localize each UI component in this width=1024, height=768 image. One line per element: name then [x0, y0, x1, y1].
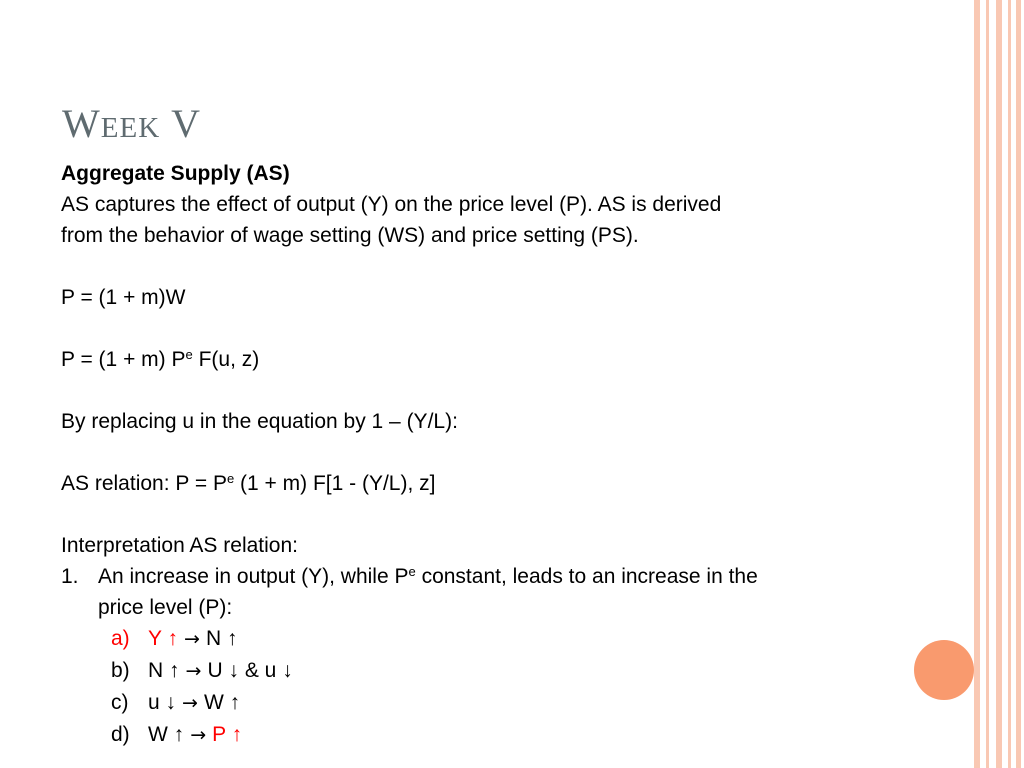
interpretation-heading: Interpretation AS relation:	[61, 534, 298, 557]
sub-item-cause: W ↑	[148, 723, 185, 746]
stripe	[1008, 0, 1011, 768]
right-arrow-icon: →	[176, 692, 205, 714]
decorative-circle	[914, 640, 974, 700]
equation-2	[61, 344, 921, 375]
title-number: V	[171, 101, 202, 146]
slide-body	[61, 158, 921, 751]
list-item-text: An increase in output (Y), while P	[98, 565, 409, 588]
stripe	[986, 0, 989, 768]
stripe	[996, 0, 1002, 768]
superscript: e	[226, 471, 235, 486]
sub-item-label: d)	[111, 723, 130, 746]
right-arrow-icon: →	[184, 724, 213, 746]
sub-item-label: b)	[111, 659, 130, 682]
sub-item-c	[61, 687, 921, 719]
intro-line-1: AS captures the effect of output (Y) on the price level (P). AS is derived	[61, 193, 722, 216]
right-arrow-icon: →	[177, 628, 206, 650]
equation-2-tail: F(u, z)	[192, 348, 260, 371]
sub-item-label: c)	[111, 691, 129, 714]
sub-item-b	[61, 655, 921, 687]
as-relation	[61, 468, 921, 499]
right-arrow-icon: →	[179, 660, 208, 682]
section-heading: Aggregate Supply (AS)	[61, 162, 290, 185]
sub-item-cause: N ↑	[148, 659, 180, 682]
equation-2-text: P = (1 + m) P	[61, 348, 186, 371]
sub-item-effect: W ↑	[204, 691, 241, 714]
slide-title	[62, 101, 202, 146]
list-number: 1.	[61, 565, 79, 588]
title-initial: W	[62, 101, 101, 146]
superscript: e	[408, 564, 416, 579]
equation-1: P = (1 + m)W	[61, 286, 186, 309]
sub-item-a	[61, 623, 921, 655]
sub-item-effect: N ↑	[205, 627, 238, 650]
stripe	[974, 0, 980, 768]
superscript: e	[185, 347, 193, 362]
sub-item-effect: U ↓ & u ↓	[207, 659, 293, 682]
sub-item-label: a)	[111, 627, 130, 650]
list-item-1	[61, 561, 921, 592]
replace-text: By replacing u in the equation by 1 – (Y/L):	[61, 410, 458, 433]
as-relation-tail: (1 + m) F[1 - (Y/L), z]	[234, 472, 436, 495]
sub-item-cause: Y ↑	[148, 627, 178, 650]
list-item-1-continuation: price level (P):	[98, 596, 233, 619]
title-rest: EEK	[100, 112, 161, 144]
intro-line-2: from the behavior of wage setting (WS) and price setting (PS).	[61, 224, 639, 247]
decorative-stripes	[974, 0, 1024, 768]
sub-item-cause: u ↓	[148, 691, 177, 714]
sub-item-d	[61, 719, 921, 751]
sub-item-effect: P ↑	[212, 723, 243, 746]
stripe	[1016, 0, 1021, 768]
as-relation-text: AS relation: P = P	[61, 472, 227, 495]
list-item-tail: constant, leads to an increase in the	[415, 565, 758, 588]
